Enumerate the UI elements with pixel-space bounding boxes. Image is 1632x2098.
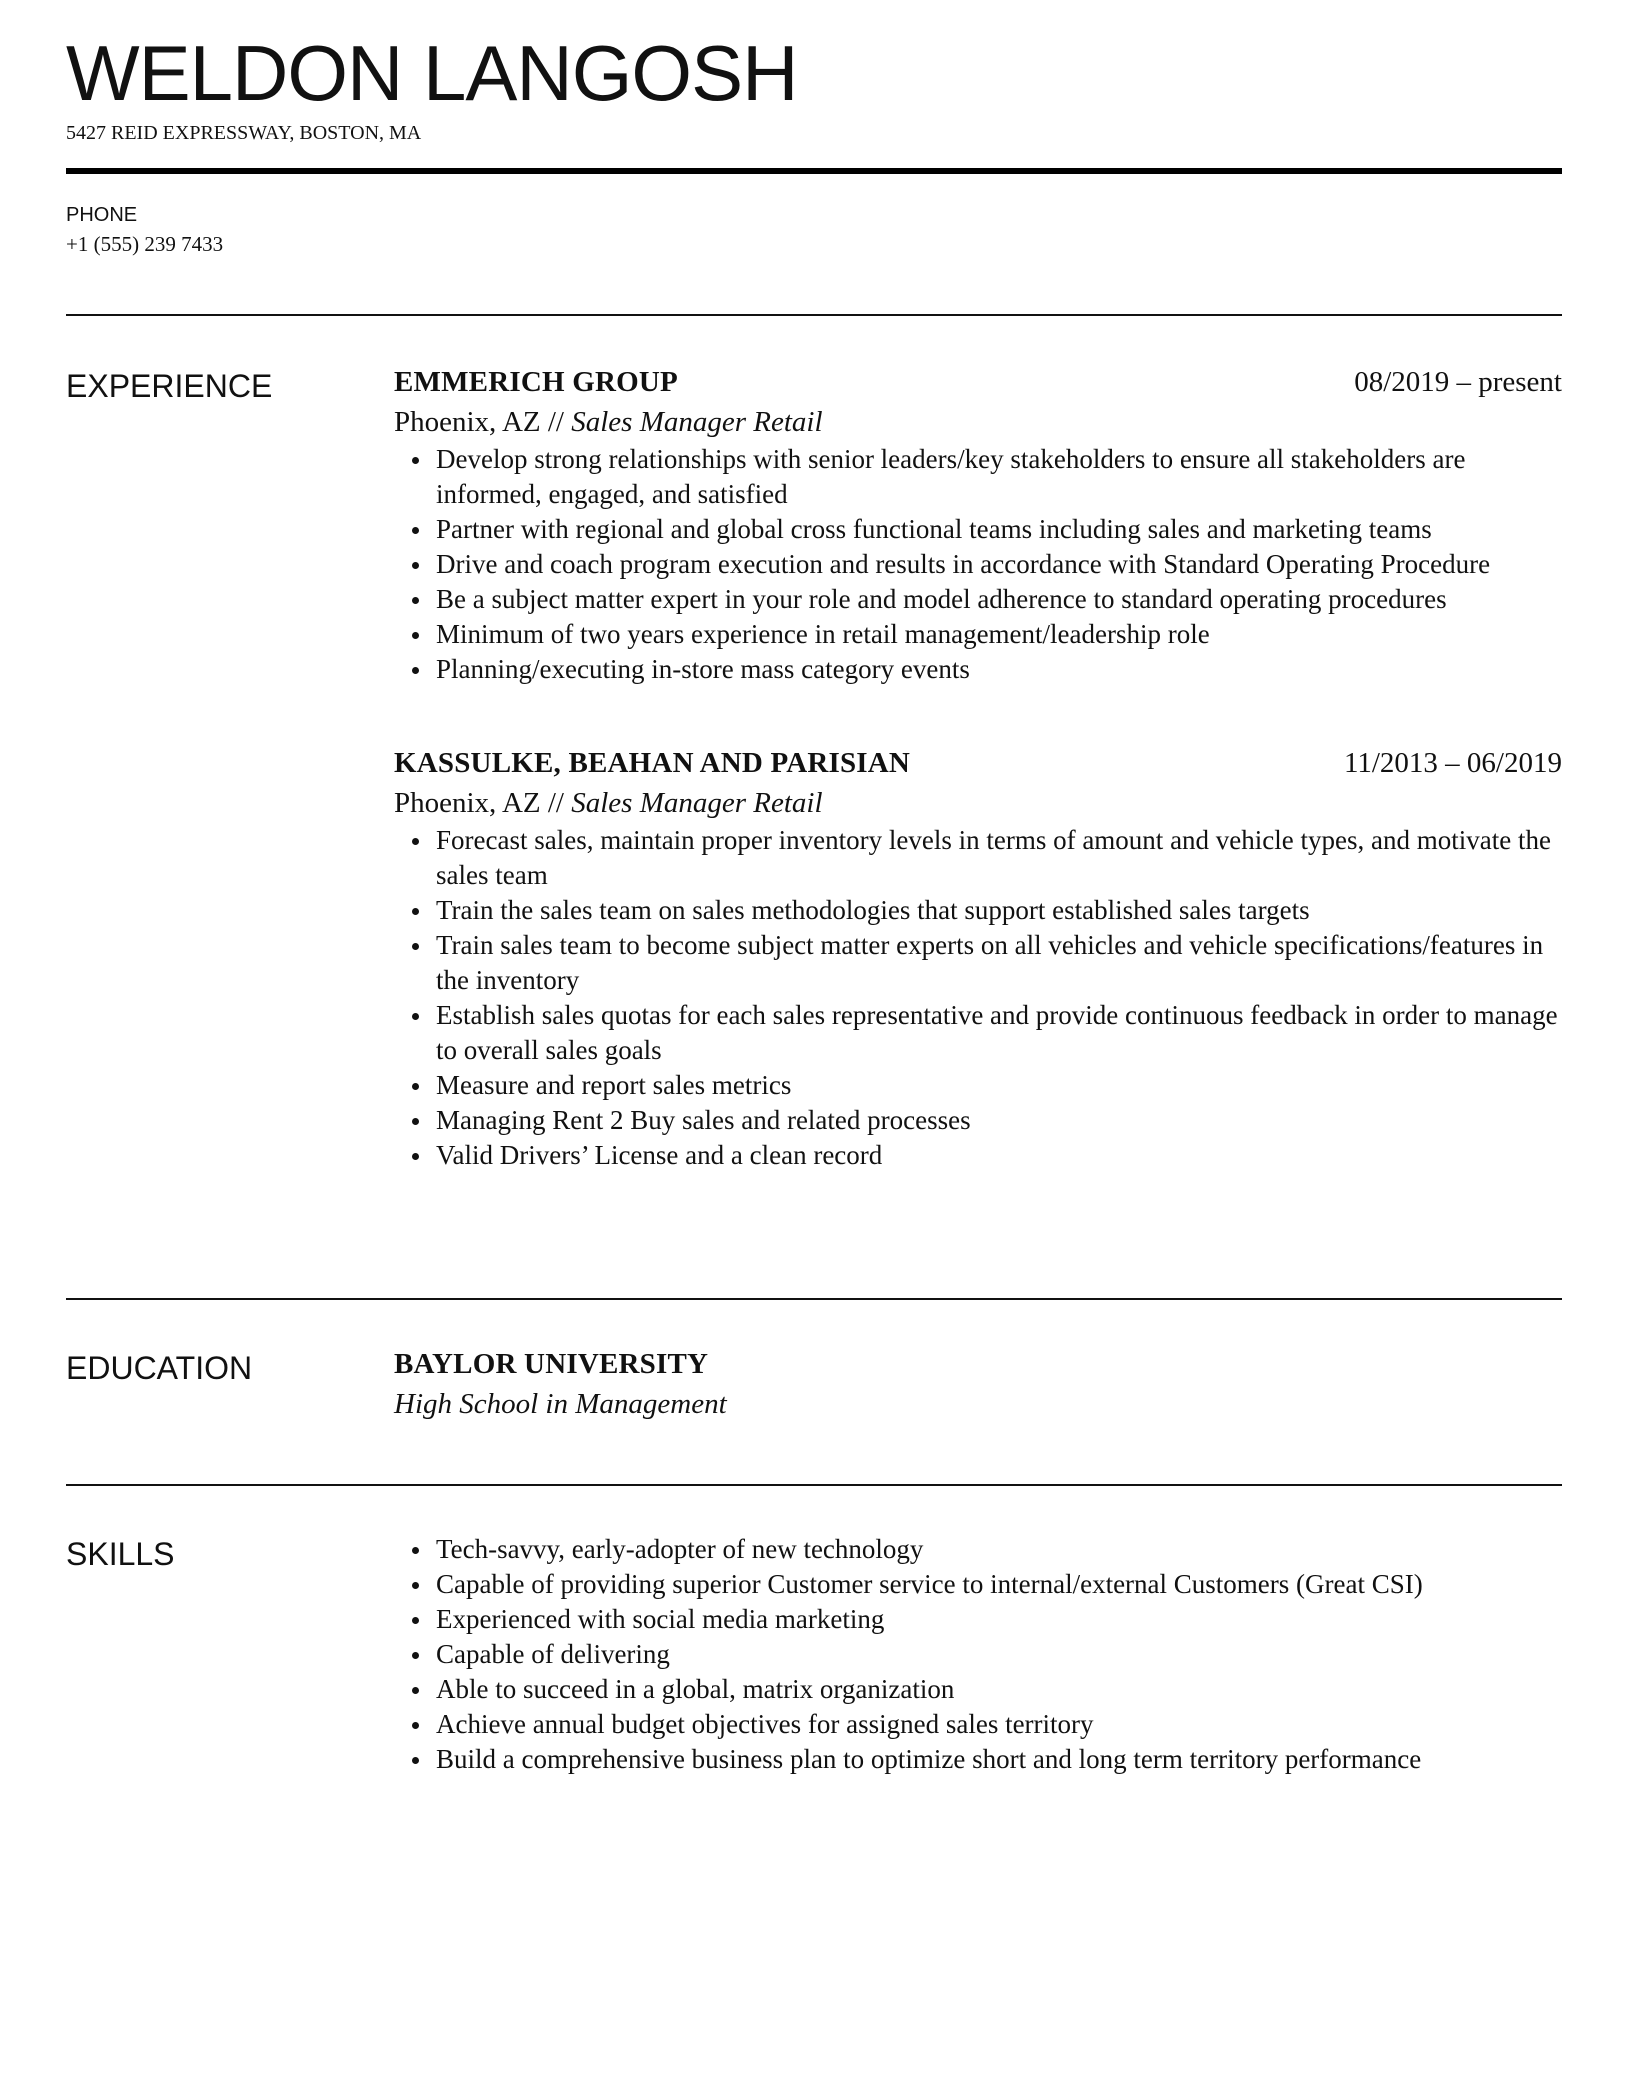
school-name: BAYLOR UNIVERSITY: [394, 1348, 709, 1380]
bullet-icon: [412, 1757, 419, 1764]
list-item: [394, 442, 1562, 512]
duty-text: Train the sales team on sales methodologies that support established sales targets: [436, 895, 1310, 925]
list-item: [394, 617, 1562, 652]
duty-text: Minimum of two years experience in retail management/leadership role: [436, 619, 1210, 649]
skill-text: Achieve annual budget objectives for assigned sales territory: [436, 1709, 1094, 1739]
job-header: [394, 743, 1562, 783]
job-entry: [394, 362, 1562, 687]
bullet-icon: [412, 1582, 419, 1589]
list-item: [394, 582, 1562, 617]
job-subline: [394, 783, 1562, 823]
list-item: [394, 1672, 1562, 1707]
job-dates: 11/2013 – 06/2019: [1343, 747, 1562, 779]
job-location: Phoenix, AZ: [394, 406, 541, 438]
company-name: KASSULKE, BEAHAN AND PARISIAN: [394, 747, 911, 779]
duty-text: Drive and coach program execution and results in accordance with Standard Operating Procedure: [436, 549, 1491, 579]
list-item: [394, 1068, 1562, 1103]
section-divider: [66, 1484, 1562, 1486]
degree: High School in Management: [394, 1388, 727, 1420]
bullet-icon: [412, 1013, 419, 1020]
duty-text: Establish sales quotas for each sales representative and provide continuous feedback in order to manage to overall sales goals: [436, 1000, 1558, 1065]
bullet-icon: [412, 667, 419, 674]
bullet-icon: [412, 1153, 419, 1160]
job-role: Sales Manager Retail: [571, 406, 823, 438]
list-item: [394, 547, 1562, 582]
phone-label: PHONE: [66, 204, 138, 226]
skill-text: Tech-savvy, early-adopter of new technology: [436, 1534, 924, 1564]
list-item: [394, 1138, 1562, 1173]
list-item: [394, 1532, 1562, 1567]
list-item: [394, 998, 1562, 1068]
bullet-icon: [412, 457, 419, 464]
bullet-icon: [412, 1118, 419, 1125]
list-item: [394, 928, 1562, 998]
bullet-icon: [412, 1617, 419, 1624]
list-item: [394, 512, 1562, 547]
duty-text: Measure and report sales metrics: [436, 1070, 792, 1100]
skills-section-title: SKILLS: [66, 1536, 175, 1572]
skills-content: [394, 1532, 1562, 1777]
skill-text: Capable of providing superior Customer service to internal/external Customers (Great CSI): [436, 1569, 1423, 1599]
list-item: [394, 1707, 1562, 1742]
duty-text: Planning/executing in-store mass category events: [436, 654, 970, 684]
list-item: [394, 652, 1562, 687]
duty-text: Managing Rent 2 Buy sales and related processes: [436, 1105, 971, 1135]
skills-list: [394, 1532, 1562, 1777]
bullet-icon: [412, 632, 419, 639]
duty-text: Develop strong relationships with senior leaders/key stakeholders to ensure all stakeholders are informed, engaged, and satisfied: [436, 444, 1466, 509]
bullet-icon: [412, 1652, 419, 1659]
bullet-icon: [412, 597, 419, 604]
candidate-name: WELDON LANGOSH: [66, 29, 798, 117]
job-duties-list: [394, 823, 1562, 1173]
job-header: [394, 362, 1562, 402]
skill-text: Able to succeed in a global, matrix organization: [436, 1674, 955, 1704]
education-content: [394, 1344, 1562, 1424]
bullet-icon: [412, 1547, 419, 1554]
location-role-separator: //: [540, 787, 572, 819]
list-item: [394, 1103, 1562, 1138]
phone-value: +1 (555) 239 7433: [66, 232, 224, 256]
bullet-icon: [412, 1687, 419, 1694]
company-name: EMMERICH GROUP: [394, 366, 678, 398]
bullet-icon: [412, 1083, 419, 1090]
bullet-icon: [412, 838, 419, 845]
skill-text: Build a comprehensive business plan to optimize short and long term territory performance: [436, 1744, 1422, 1774]
duty-text: Forecast sales, maintain proper inventory levels in terms of amount and vehicle types, and motivate the sales team: [436, 825, 1551, 890]
list-item: [394, 1637, 1562, 1672]
experience-content: [394, 362, 1562, 1173]
experience-section-title: EXPERIENCE: [66, 368, 273, 404]
duty-text: Valid Drivers’ License and a clean record: [436, 1140, 883, 1170]
job-entry: [394, 743, 1562, 1173]
duty-text: Be a subject matter expert in your role and model adherence to standard operating procedures: [436, 584, 1447, 614]
bullet-icon: [412, 1722, 419, 1729]
job-duties-list: [394, 442, 1562, 687]
candidate-address: 5427 REID EXPRESSWAY, BOSTON, MA: [66, 122, 422, 144]
skill-text: Capable of delivering: [436, 1639, 670, 1669]
duty-text: Partner with regional and global cross functional teams including sales and marketing teams: [436, 514, 1432, 544]
bullet-icon: [412, 908, 419, 915]
section-divider: [66, 1298, 1562, 1300]
location-role-separator: //: [540, 406, 572, 438]
list-item: [394, 823, 1562, 893]
list-item: [394, 893, 1562, 928]
duty-text: Train sales team to become subject matter experts on all vehicles and vehicle specifications/features in the inventory: [436, 930, 1544, 995]
bullet-icon: [412, 562, 419, 569]
skill-text: Experienced with social media marketing: [436, 1604, 885, 1634]
job-dates: 08/2019 – present: [1354, 366, 1562, 398]
section-divider: [66, 314, 1562, 316]
bullet-icon: [412, 943, 419, 950]
list-item: [394, 1742, 1562, 1777]
header-divider: [66, 168, 1562, 174]
list-item: [394, 1602, 1562, 1637]
education-section-title: EDUCATION: [66, 1350, 253, 1386]
job-role: Sales Manager Retail: [571, 787, 823, 819]
list-item: [394, 1567, 1562, 1602]
job-location: Phoenix, AZ: [394, 787, 541, 819]
bullet-icon: [412, 527, 419, 534]
job-subline: [394, 402, 1562, 442]
